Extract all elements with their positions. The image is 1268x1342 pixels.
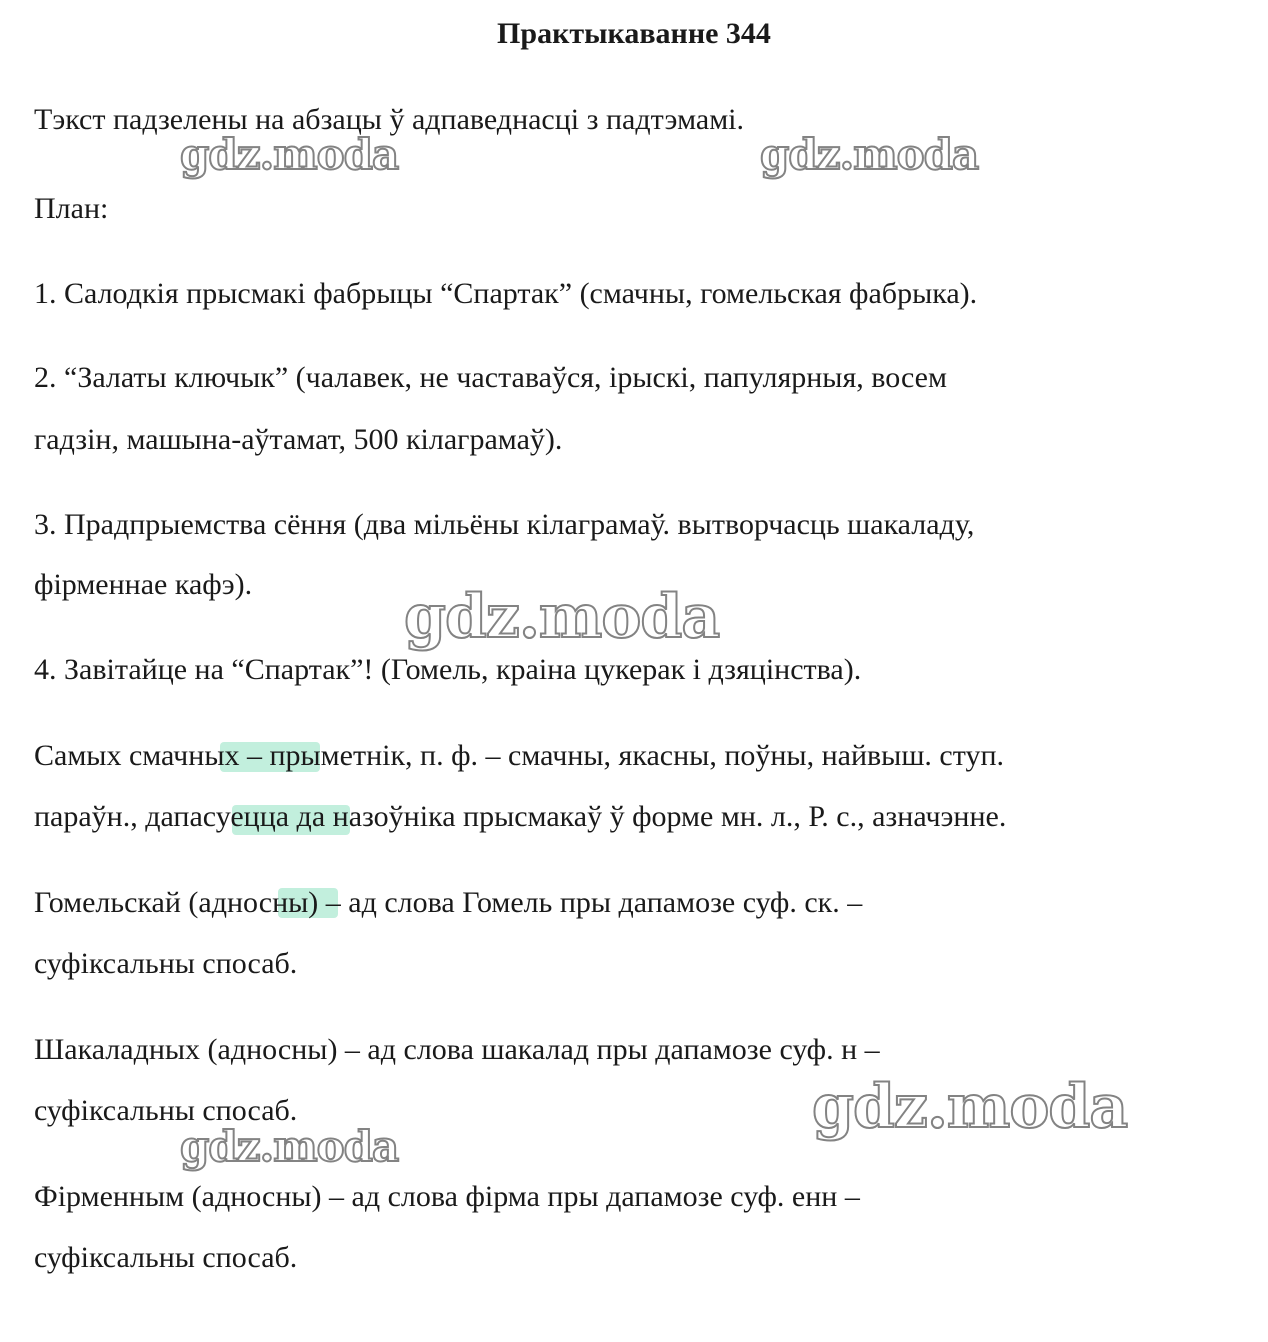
- watermark-4: gdz.moda: [812, 1072, 1128, 1142]
- plan-heading: План:: [34, 192, 109, 225]
- plan-item-2-line-2: гадзін, машына-аўтамат, 500 кілаграмаў).: [34, 423, 563, 456]
- analysis-line-5: Шакаладных (адносны) – ад слова шакалад пры дапамозе суф. н –: [34, 1033, 880, 1066]
- watermark-2: gdz.moda: [760, 130, 979, 179]
- analysis-line-3: Гомельскай (адносны) – ад слова Гомель пры дапамозе суф. ск. –: [34, 886, 863, 919]
- plan-item-2-line-1: 2. “Залаты ключык” (чалавек, не частаваўся, ірыскі, папулярныя, восем: [34, 361, 947, 394]
- page-title: Практыкаванне 344: [497, 17, 771, 50]
- analysis-line-2: параўн., дапасуецца да назоўніка прысмакаў ў форме мн. л., Р. с., азначэнне.: [34, 800, 1007, 833]
- plan-item-4: 4. Завітайце на “Спартак”! (Гомель, краіна цукерак і дзяцінства).: [34, 653, 862, 686]
- watermark-5: gdz.moda: [180, 1122, 399, 1171]
- intro-line: Тэкст падзелены на абзацы ў адпаведнасці з падтэмамі.: [34, 103, 745, 136]
- watermark-1: gdz.moda: [180, 130, 399, 179]
- analysis-line-8: суфіксальны спосаб.: [34, 1241, 298, 1274]
- plan-item-1: 1. Салодкія прысмакі фабрыцы “Спартак” (смачны, гомельская фабрыка).: [34, 277, 978, 310]
- analysis-line-7: Фірменным (адносны) – ад слова фірма пры дапамозе суф. енн –: [34, 1180, 860, 1213]
- analysis-line-1: Самых смачных – прыметнік, п. ф. – смачны, якасны, поўны, найвыш. ступ.: [34, 739, 1005, 772]
- analysis-line-6: суфіксальны спосаб.: [34, 1094, 298, 1127]
- analysis-line-4: суфіксальны спосаб.: [34, 947, 298, 980]
- watermark-3: gdz.moda: [404, 582, 720, 652]
- plan-item-3-line-1: 3. Прадпрыемства сёння (два мільёны кілаграмаў. вытворчасць шакаладу,: [34, 508, 975, 541]
- plan-item-3-line-2: фірменнае кафэ).: [34, 568, 253, 601]
